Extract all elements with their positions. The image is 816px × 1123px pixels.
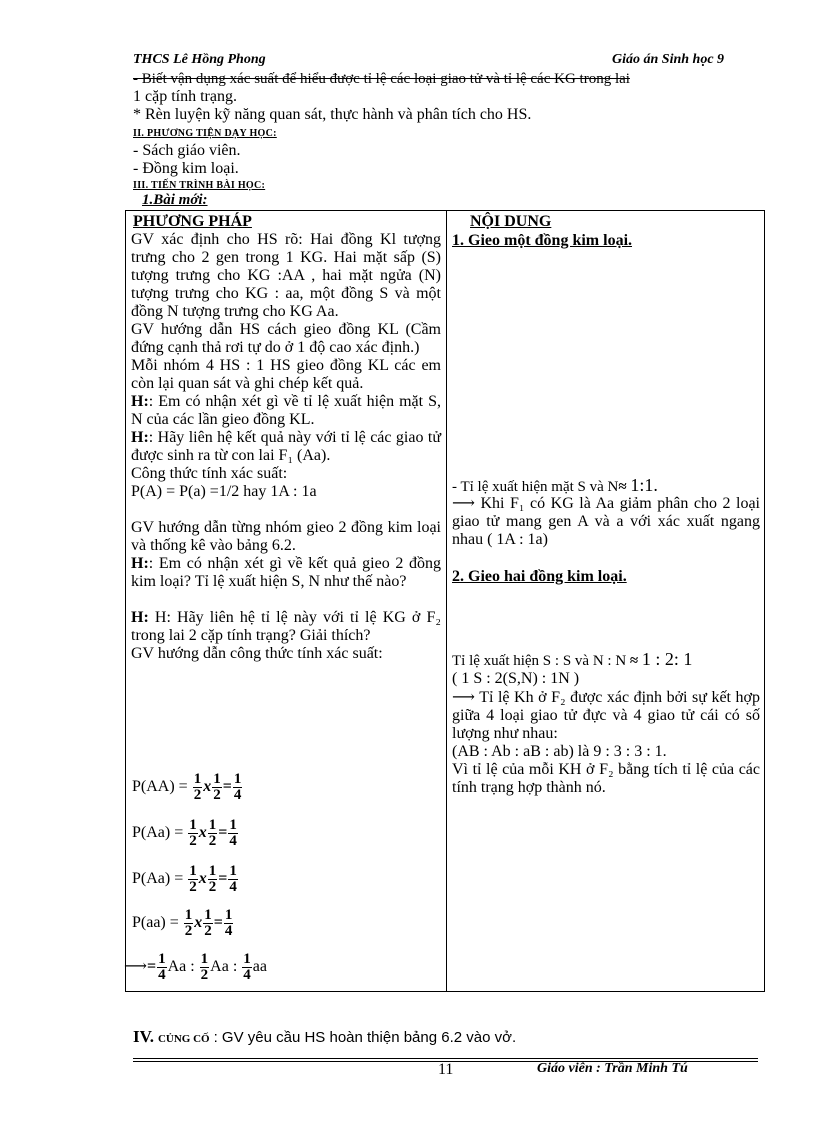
- method-formula-guide: GV hướng dẫn công thức tính xác suất:: [131, 645, 383, 662]
- numerator: 1: [193, 771, 202, 787]
- header-school: THCS Lê Hồng Phong: [133, 52, 266, 67]
- method-header: PHƯƠNG PHÁP: [133, 213, 252, 230]
- equation-lhs: P(aa) =: [132, 914, 179, 932]
- fraction: [188, 818, 198, 849]
- fraction: [228, 818, 238, 849]
- denominator: 2: [204, 923, 212, 939]
- question-text: : Em có nhận xét gì về tỉ lệ xuất hiện mặt S, N của các lần gieo đồng KL.: [131, 393, 441, 428]
- ratio-breakdown: ( 1 S : 2(S,N) : 1N ): [452, 670, 580, 687]
- arrow-icon: ⟶: [124, 958, 147, 976]
- consolidation-title: CỦNG CỐ: [157, 1033, 210, 1045]
- f2-explanation: [452, 689, 760, 797]
- fraction: [208, 818, 218, 849]
- question-label: H:: [131, 555, 149, 572]
- equation-lhs: P(Aa) =: [132, 824, 184, 842]
- numerator: 1: [189, 863, 197, 879]
- question-label: H:: [131, 609, 149, 626]
- numerator: 1: [224, 907, 233, 923]
- formula-line: P(A) = P(a) =1/2 hay 1A : 1a: [131, 483, 317, 500]
- ratio-value: 1 : 2: 1: [641, 649, 693, 669]
- numerator: 1: [189, 817, 197, 833]
- method-intro: GV xác định cho HS rõ: Hai đồng Kl tượng trưng cho 2 gen trong 1 KG. Hai mặt sấp (S) tượng trưng cho KG :AA , hai mặt ngửa (N) tượng trưng cho KG : aa, một đồng S và một đồng N tượng trưng cho KG Aa.: [131, 231, 441, 320]
- fraction: [200, 952, 210, 983]
- denominator: 4: [229, 879, 237, 895]
- result-term: aa: [252, 958, 267, 976]
- equation-lhs: P(Aa) =: [132, 870, 184, 888]
- denominator: 2: [189, 879, 197, 895]
- question-text: H: Hãy liên hệ tỉ lệ này với tỉ lệ KG ở F₂ trong lai 2 cặp tính trạng? Giải thích?: [131, 609, 441, 644]
- denominator: 2: [189, 833, 197, 849]
- question-4: [131, 609, 441, 645]
- fraction: [228, 864, 238, 895]
- numerator: 1: [200, 951, 209, 967]
- result-term: Aa :: [167, 958, 195, 976]
- numerator: 1: [158, 951, 166, 967]
- footer-teacher: Giáo viên : Trần Minh Tú: [537, 1061, 688, 1076]
- material-item-1: - Sách giáo viên.: [133, 142, 241, 159]
- denominator: 2: [200, 967, 209, 983]
- approx-icon: ≈: [629, 653, 639, 669]
- consolidation-line: [133, 1027, 516, 1047]
- arrow-icon: ⟶: [452, 689, 475, 706]
- equation-aa-3: P(Aa) = $\frac{1}{2}$ x $\frac{1}{2}$ = $\frac{1}{4}$: [132, 863, 237, 895]
- result-term: Aa :: [210, 958, 238, 976]
- f2-ratio: (AB : Ab : aB : ab) là 9 : 3 : 3 : 1.: [452, 743, 667, 760]
- f2-text: Tỉ lệ Kh ở F₂ được xác định bởi sự kết hợp giữa 4 loại giao tử đực và 4 giao tử cái có số lượng như nhau:: [452, 689, 760, 742]
- content-header: NỘI DUNG: [470, 213, 552, 230]
- equation-lhs: P(AA) =: [132, 778, 188, 796]
- consolidation-number: IV.: [133, 1027, 154, 1046]
- ratio-two-coins: [452, 650, 692, 670]
- equation-aa-4: P(aa) = $\frac{1}{2}$ x $\frac{1}{2}$ = $\frac{1}{4}$: [132, 907, 233, 939]
- f2-product-rule: Vì tỉ lệ của mỗi KH ở F₂ bằng tích tỉ lệ của các tính trạng hợp thành nó.: [452, 761, 760, 796]
- denominator: 4: [158, 967, 166, 983]
- denominator: 4: [229, 833, 237, 849]
- equation-aa: P(AA) = $\frac{1}{2}$ x $\frac{1}{2}$ = $\frac{1}{4}$: [132, 771, 242, 803]
- numerator: 1: [243, 951, 251, 967]
- question-label: H:: [131, 429, 149, 446]
- numerator: 1: [204, 907, 212, 923]
- fraction: [184, 908, 194, 939]
- ratio-one-coin: [452, 476, 658, 496]
- new-lesson-title: 1.Bài mới:: [142, 192, 208, 208]
- section-one-coin: 1. Gieo một đồng kim loại.: [452, 232, 633, 249]
- denominator: 2: [213, 787, 221, 803]
- objective-line-2: 1 cặp tính trạng.: [133, 88, 237, 105]
- fraction: [193, 772, 203, 803]
- denominator: 4: [243, 967, 251, 983]
- numerator: 1: [229, 863, 237, 879]
- ratio-value: 1:1.: [630, 475, 658, 495]
- fraction: [224, 908, 234, 939]
- consolidation-text: : GV yêu cầu HS hoàn thiện bảng 6.2 vào vở.: [213, 1029, 517, 1046]
- fraction: [203, 908, 213, 939]
- section-two-coins: 2. Gieo hai đồng kim loại.: [452, 568, 627, 585]
- arrow-icon: ⟶: [452, 495, 475, 512]
- numerator: 1: [184, 907, 193, 923]
- denominator: 2: [184, 923, 193, 939]
- skill-line: * Rèn luyện kỹ năng quan sát, thực hành và phân tích cho HS.: [133, 106, 532, 123]
- numerator: 1: [229, 817, 237, 833]
- numerator: 1: [208, 863, 217, 879]
- denominator: 2: [193, 787, 202, 803]
- numerator: 1: [213, 771, 221, 787]
- method-group: Mỗi nhóm 4 HS : 1 HS gieo đồng KL các em còn lại quan sát và ghi chép kết quả.: [131, 357, 441, 392]
- denominator: 4: [224, 923, 233, 939]
- equation-result: ⟶= $\frac{1}{4}$ Aa : $\frac{1}{2}$ Aa : $\frac{1}{4}$ aa: [124, 951, 267, 983]
- equation-aa-2: P(Aa) = $\frac{1}{2}$ x $\frac{1}{2}$ = $\frac{1}{4}$: [132, 817, 237, 849]
- question-1: [131, 393, 441, 429]
- method-content: [131, 231, 441, 663]
- fraction: [242, 952, 252, 983]
- ratio-label: - Tỉ lệ xuất hiện mặt S và N: [452, 479, 619, 495]
- question-3: [131, 555, 441, 591]
- question-text: : Em có nhận xét gì về kết quả gieo 2 đồng kim loại? Tỉ lệ xuất hiện S, N như thế nào?: [131, 555, 441, 590]
- question-label: H:: [131, 393, 149, 410]
- ratio-label: Tỉ lệ xuất hiện S : S và N : N: [452, 653, 627, 669]
- denominator: 4: [233, 787, 242, 803]
- f2-combination: [452, 689, 760, 743]
- denominator: 2: [208, 879, 217, 895]
- fraction: [233, 772, 243, 803]
- section-2-title: II. PHƯƠNG TIỆN DẠY HỌC:: [133, 128, 277, 139]
- gamete-explanation: [452, 495, 760, 549]
- fraction: [212, 772, 222, 803]
- section-3-title: III. TIẾN TRÌNH BÀI HỌC:: [133, 180, 266, 191]
- fraction: [157, 952, 167, 983]
- question-text: : Hãy liên hệ kết quả này với tỉ lệ các giao tử được sinh ra từ con lai F₁ (Aa).: [131, 429, 441, 464]
- approx-icon: ≈: [618, 479, 627, 495]
- method-guide: GV hướng dẫn HS cách gieo đồng KL (Cầm đứng cạnh thả rơi tự do ở 1 độ cao xác định.): [131, 321, 441, 356]
- column-divider: [446, 210, 447, 992]
- material-item-2: - Đồng kim loại.: [133, 160, 239, 177]
- fraction: [188, 864, 198, 895]
- numerator: 1: [233, 771, 242, 787]
- formula-title: Công thức tính xác suất:: [131, 465, 288, 482]
- fraction: [208, 864, 218, 895]
- header-subject: Giáo án Sinh học 9: [612, 52, 725, 67]
- gamete-text: Khi F₁ có KG là Aa giảm phân cho 2 loại giao tử mang gen A và a với xác xuất ngang nhau ( 1A : 1a): [452, 495, 761, 548]
- numerator: 1: [208, 817, 217, 833]
- denominator: 2: [208, 833, 217, 849]
- objective-line: - Biết vận dụng xác suất để hiểu được tỉ lệ các loại giao tử và tỉ lệ các KG trong lai: [133, 71, 630, 87]
- question-2: [131, 429, 441, 465]
- method-two-coins: GV hướng dẫn từng nhóm gieo 2 đồng kim loại và thống kê vào bảng 6.2.: [131, 519, 441, 554]
- page-number: 11: [438, 1061, 454, 1078]
- footer-rule: [133, 1058, 758, 1059]
